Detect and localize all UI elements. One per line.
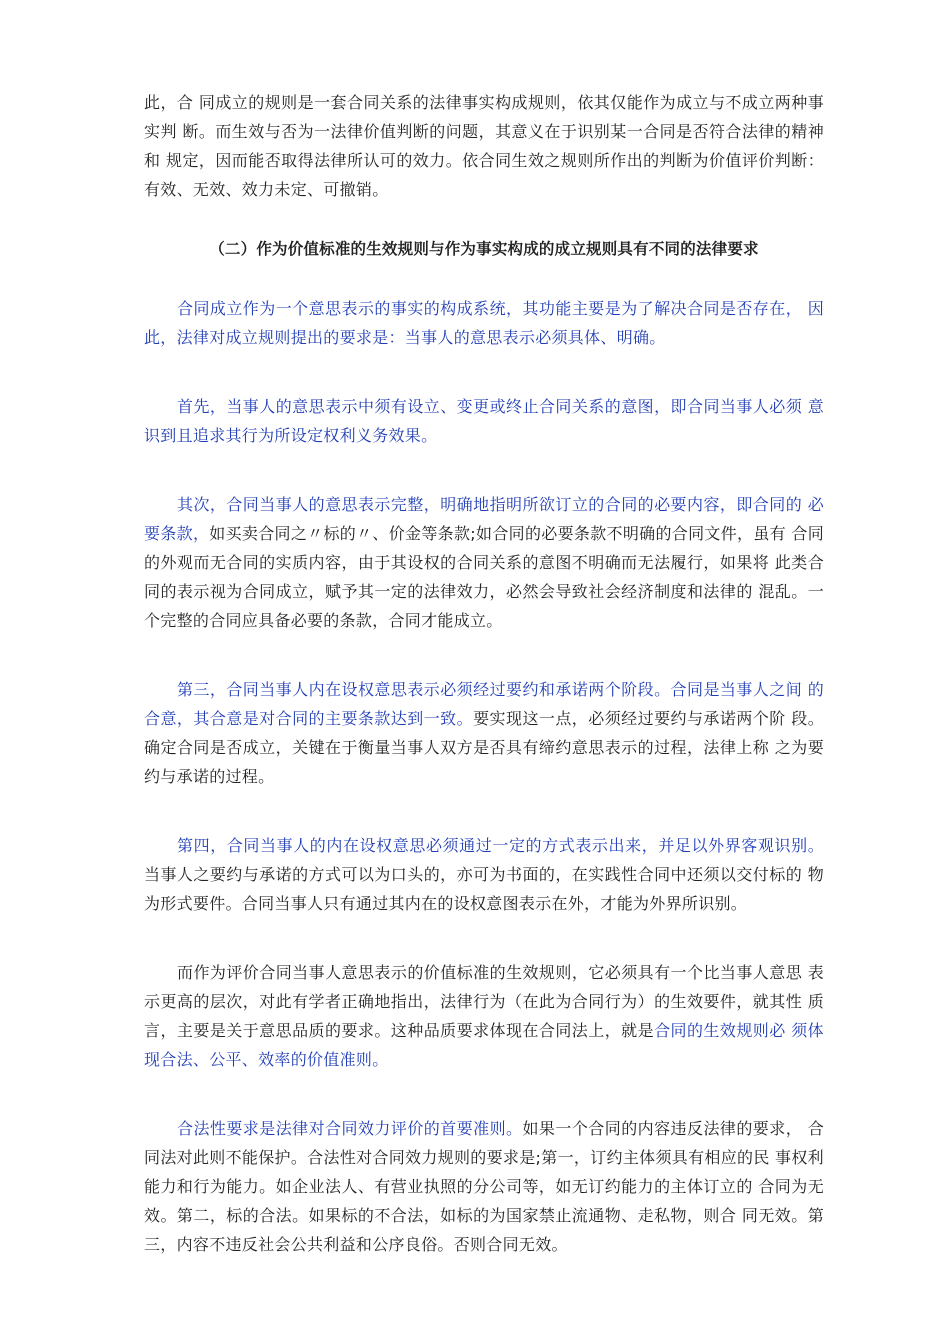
paragraph-legality-highlight: 合法性要求是法律对合同效力评价的首要准则。 [177, 1119, 523, 1138]
paragraph-second-point-highlight: 其次，合同当事人的意思表示完整，明确地指明所欲订立的合同的必要内容，即合同的 必要条款， [144, 495, 824, 543]
paragraph-first-point [144, 392, 824, 450]
document-page [144, 88, 824, 1299]
paragraph-validity-rules-text: 而作为评价合同当事人意思表示的价值标准的生效规则，它必须具有一个比当事人意思 表示更高的层次，对此有学者正确地指出，法律行为（在此为合同行为）的生效要件，就其性 质言，主要是关于意思品质的要求。这种品质要求体现在合同法上，就是 [144, 963, 824, 1040]
paragraph-fourth-point-highlight: 第四，合同当事人的内在设权意思必须通过一定的方式表示出来，并足以外界客观识别。 [177, 836, 824, 855]
paragraph-intro-text: 此，合 同成立的规则是一套合同关系的法律事实构成规则，依其仅能作为成立与不成立两种事实判 断。而生效与否为一法律价值判断的问题，其意义在于识别某一合同是否符合法律的精神和 规定，因而能否取得法律所认可的效力。依合同生效之规则所作出的判断为价值评价判断：有效、无效、效力未定、可撤销。 [144, 93, 824, 199]
paragraph-legality-text: 如果一个合同的内容违反法律的要求， 合同法对此则不能保护。合法性对合同效力规则的要求是;第一，订约主体须具有相应的民 事权利能力和行为能力。如企业法人、有营业执照的分公司等，如无订约能力的主体订立的 合同为无效。第二，标的合法。如果标的不合法，如标的为国家禁止流通物、走私物，则合 同无效。第三，内容不违反社会公共利益和公序良俗。否则合同无效。 [144, 1119, 824, 1254]
paragraph-validity-rules-highlight: 合同的生效规则必 须体现合法、公平、效率的价值准则。 [144, 1021, 824, 1069]
paragraph-second-point [144, 490, 824, 635]
paragraph-first-point-text: 首先，当事人的意思表示中须有设立、变更或终止合同关系的意图，即合同当事人必须 意识到且追求其行为所设定权利义务效果。 [144, 397, 824, 445]
paragraph-legality [144, 1114, 824, 1259]
paragraph-third-point-highlight: 第三，合同当事人内在设权意思表示必须经过要约和承诺两个阶段。合同是当事人之间 的合意，其合意是对合同的主要条款达到一致。 [144, 680, 824, 728]
paragraph-formation-text: 合同成立作为一个意思表示的事实的构成系统，其功能主要是为了解决合同是否存在， 因此，法律对成立规则提出的要求是：当事人的意思表示必须具体、明确。 [144, 299, 824, 347]
paragraph-formation [144, 294, 824, 352]
section-heading: （二）作为价值标准的生效规则与作为事实构成的成立规则具有不同的法律要求 [209, 240, 759, 258]
paragraph-validity-rules [144, 958, 824, 1074]
paragraph-fourth-point-text: 当事人之要约与承诺的方式可以为口头的，亦可为书面的，在实践性合同中还须以交付标的 物为形式要件。合同当事人只有通过其内在的设权意图表示在外，才能为外界所识别。 [144, 865, 824, 913]
paragraph-second-point-text: 如买卖合同之〃标的〃、价金等条款;如合同的必要条款不明确的合同文件，虽有 合同的外观而无合同的实质内容，由于其设权的合同关系的意图不明确而无法履行，如果将 此类合同的表示视为合同成立，赋予其一定的法律效力，必然会导致社会经济制度和法律的 混乱。一个完整的合同应具备必要的条款，合同才能成立。 [144, 524, 824, 630]
paragraph-intro [144, 88, 824, 204]
paragraph-third-point [144, 675, 824, 791]
paragraph-fourth-point [144, 831, 824, 918]
paragraph-third-point-text: 要实现这一点，必须经过要约与承诺两个阶 段。确定合同是否成立，关键在于衡量当事人双方是否具有缔约意思表示的过程，法律上称 之为要约与承诺的过程。 [144, 709, 824, 786]
